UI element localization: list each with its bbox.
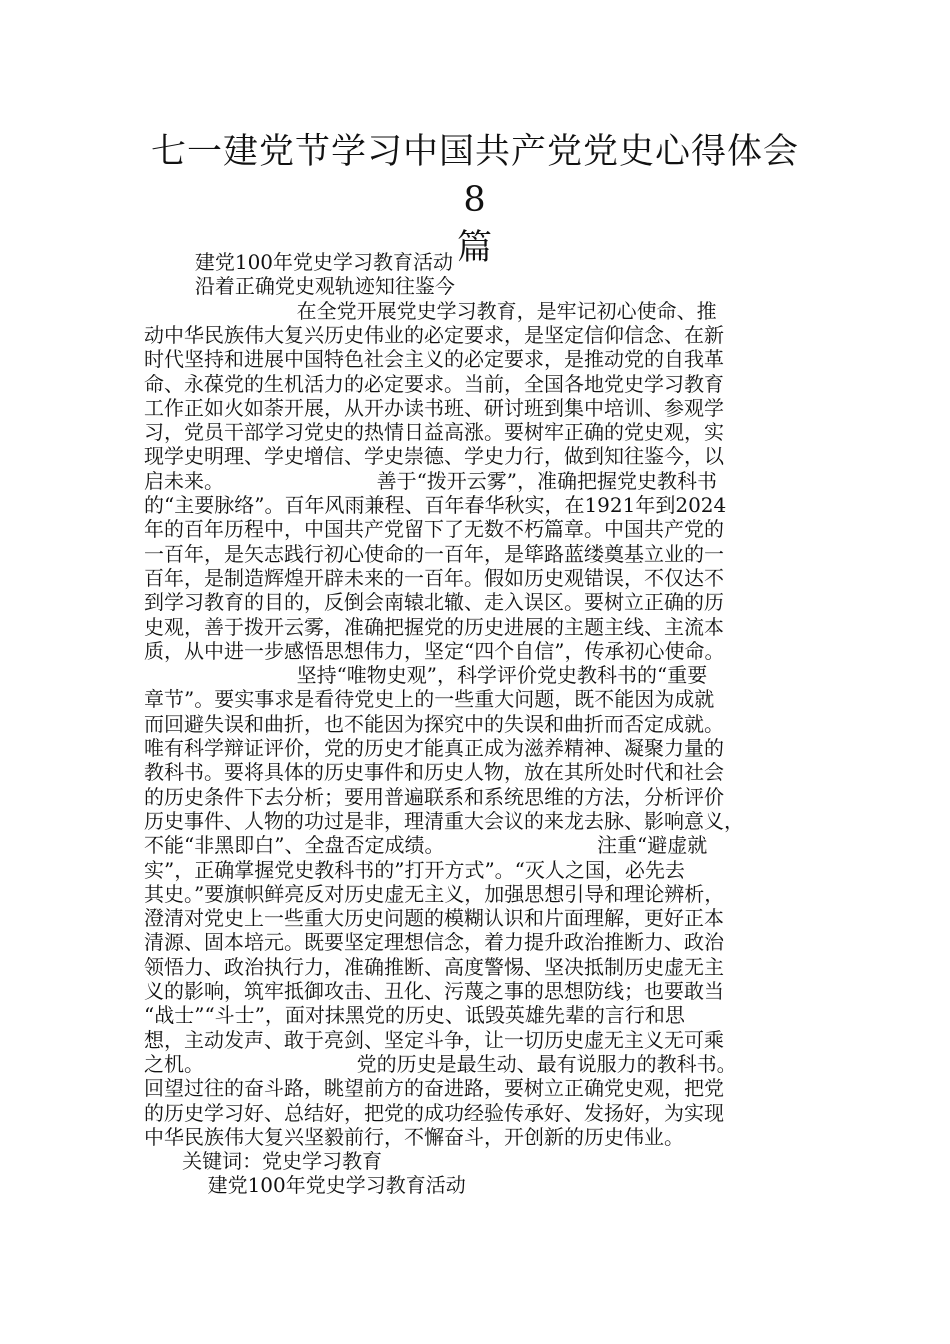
body-text-line: 不能“非黑即白”、全盘否定成绩。 注重“避虚就 [144, 833, 708, 858]
body-text-line: 百年，是制造辉煌开辟未来的一百年。假如历史观错误，不仅达不 [144, 565, 724, 590]
body-text-line: 的“主要脉络”。百年风雨兼程、百年春华秋实，在1921年到2024 [144, 493, 727, 517]
body-text-line: 工作正如火如荼开展，从开办读书班、研讨班到集中培训、参观学 [144, 395, 724, 420]
body-text-line: 启未来。 善于“拨开云雾”，准确把握党史教科书 [144, 468, 718, 493]
body-text-line: 沿着正确党史观轨迹知往鉴今 [144, 274, 455, 299]
body-text-line: 时代坚持和进展中国特色社会主义的必定要求，是推动党的自我革 [144, 347, 724, 372]
body-text-line: 的历史条件下去分析；要用普遍联系和系统思维的方法，分析评价 [144, 784, 724, 809]
body-text-line: 一百年，是矢志践行初心使命的一百年，是筚路蓝缕奠基立业的一 [144, 541, 724, 566]
body-text-line: 实”，正确掌握党史教科书的”打开方式”。“灭人之国，必先去 [144, 857, 685, 882]
body-text-line: 唯有科学辩证评价，党的历史才能真正成为滋养精神、凝聚力量的 [144, 736, 724, 760]
body-text-line: 清源、固本培元。既要坚定理想信念，着力提升政治推断力、政治 [144, 930, 724, 955]
body-text-line: 回望过往的奋斗路，眺望前方的奋进路，要树立正确党史观，把党 [144, 1076, 724, 1101]
body-text-line: 澄清对党史上一些重大历史问题的模糊认识和片面理解，更好正本 [144, 906, 724, 931]
body-text-line: 其史。”要旗帜鲜亮反对历史虚无主义，加强思想引导和理论辨析， [144, 881, 725, 906]
body-text-line: 习，党员干部学习党史的热情日益高涨。要树牢正确的党史观，实 [144, 420, 724, 445]
body-text-line: 教科书。要将具体的历史事件和历史人物，放在其所处时代和社会 [144, 760, 724, 785]
body-text-line: 命、永葆党的生机活力的必定要求。当前，全国各地党史学习教育 [144, 371, 724, 396]
body-text-line: 坚持“唯物史观”，科学评价党史教科书的“重要 [144, 663, 708, 688]
body-text-line: “战士”“斗士”，面对抹黑党的历史、诋毁英雄先辈的言行和思 [144, 1003, 685, 1028]
body-text-line: 到学习教育的目的，反倒会南辕北辙、走入误区。要树立正确的历 [144, 590, 724, 615]
body-text-line: 质，从中进一步感悟思想伟力，坚定“四个自信”，传承初心使命。 [144, 638, 725, 663]
body-text-line: 在全党开展党史学习教育，是牢记初心使命、推 [144, 298, 717, 323]
body-text-line: 现学史明理、学史增信、学史崇德、学史力行，做到知往鉴今，以 [144, 444, 724, 469]
body-text-line: 之机。 党的历史是最生动、最有说服力的教科书。 [144, 1051, 737, 1076]
body-text-line: 中华民族伟大复兴坚毅前行，不懈奋斗，开创新的历史伟业。 [144, 1124, 684, 1149]
body-text-line: 建党100年党史学习教育活动 [144, 1173, 466, 1198]
body-text-line: 的历史学习好、总结好，把党的成功经验传承好、发扬好，为实现 [144, 1100, 724, 1125]
title-line-2: 篇 [456, 228, 493, 268]
body-text-line: 义的影响，筑牢抵御攻击、丑化、污蔑之事的思想防线；也要敢当 [144, 979, 724, 1003]
body-text-line: 关键词：党史学习教育 [144, 1149, 383, 1174]
body-text-line: 而回避失误和曲折，也不能因为探究中的失误和曲折而否定成就。 [144, 711, 724, 736]
body-text-line: 想，主动发声、敢于亮剑、坚定斗争，让一切历史虚无主义无可乘 [144, 1027, 724, 1052]
body-text-line: 领悟力、政治执行力，准确推断、高度警惕、坚决抵制历史虚无主 [144, 954, 724, 979]
body-text-line: 历史事件、人物的功过是非，理清重大会议的来龙去脉、影响意义， [144, 808, 744, 833]
body-text-line: 章节”。要实事求是看待党史上的一些重大问题，既不能因为成就 [144, 687, 715, 712]
body-text-line: 建党100年党史学习教育活动 [144, 250, 454, 274]
title-line-1: 七一建党节学习中国共产党党史心得体会8 [150, 132, 799, 220]
body-text-line: 史观，善于拨开云雾，准确把握党的历史进展的主题主线、主流本 [144, 614, 724, 639]
body-text-line: 动中华民族伟大复兴历史伟业的必定要求，是坚定信仰信念、在新 [144, 322, 724, 347]
body-text-line: 年的百年历程中，中国共产党留下了无数不朽篇章。中国共产党的 [144, 517, 724, 542]
